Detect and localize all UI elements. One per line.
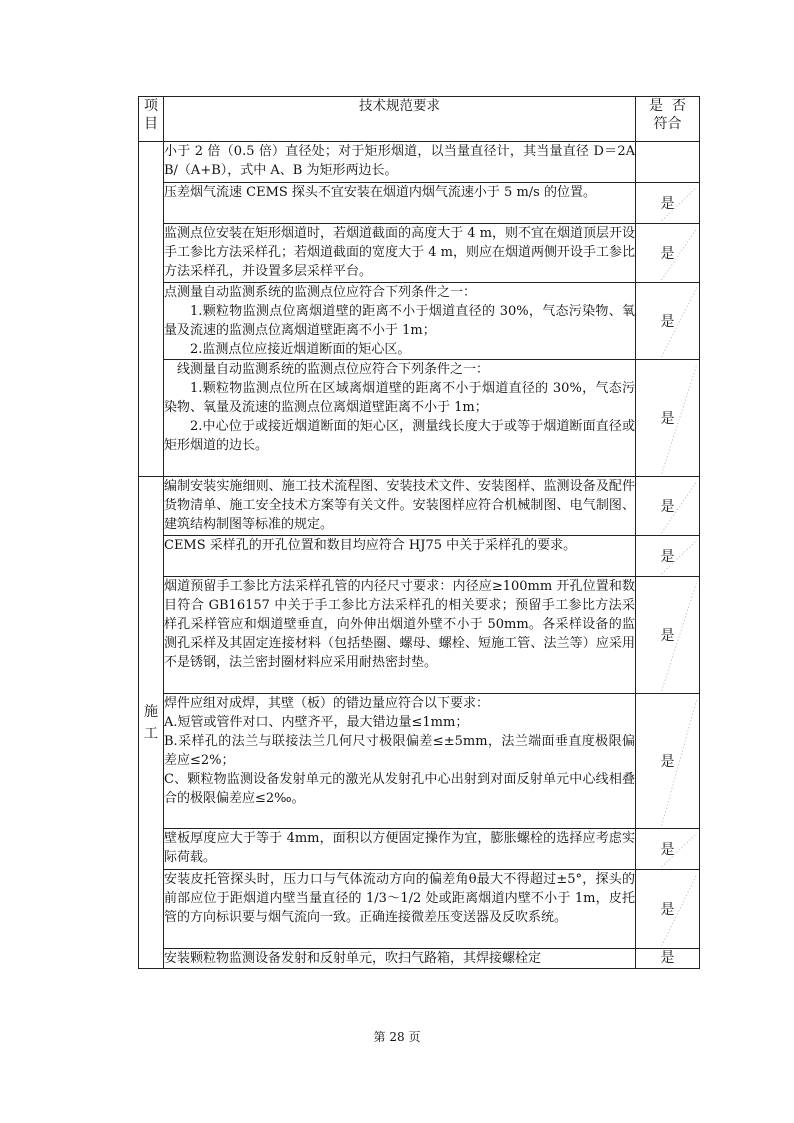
table-header-row	[139, 97, 700, 142]
compliance-value: 是	[660, 196, 675, 212]
requirement-text: 线测量自动监测系统的监测点位应符合下列条件之一： 1.颗粒物监测点位所在区域离烟道壁的距离不小于烟道直径的 30%，气态污染物、氧量及流速的监测点位离烟道壁距离不小于 1m； 2.中心位于或接近烟道断面的矩心区，测量线长度大于或等于烟道断面直径或矩形烟道的边长。	[164, 360, 636, 477]
compliance-value: 是	[660, 411, 675, 427]
requirement-text: 烟道预留手工参比方法采样孔管的内径尺寸要求：内径应≥100mm 开孔位置和数目符合 GB16157 中关于手工参比方法采样孔的相关要求；预留手工参比方法采样孔采样管应和烟道壁垂直，向外伸出烟道外壁不小于 50mm。各采样设备的监测孔采样及其固定连接材料（包括垫圈、螺母、螺栓、短施工管、法兰等）应采用不是锈钢，法兰密封圈材料应采用耐热密封垫。	[164, 577, 636, 694]
table-row	[139, 870, 700, 949]
requirement-text: 焊件应组对成焊，其壁（板）的错边量应符合以下要求： A.短管或管件对口、内壁齐平，最大错边量≤1mm； B.采样孔的法兰与联接法兰几何尺寸极限偏差≤±5mm，法兰端面垂直度极限偏差应≤2%； C、颗粒物监测设备发射单元的激光从发射孔中心出射到对面反射单元中心线相叠合的极限偏差应≤2‰。	[164, 694, 636, 829]
requirement-text: 小于 2 倍（0.5 倍）直径处；对于矩形烟道，以当量直径计，其当量直径 D＝2AB/（A+B），式中 A、B 为矩形两边长。	[164, 142, 636, 183]
compliance-cell	[636, 283, 700, 360]
compliance-value: 是	[660, 902, 675, 918]
table-row	[139, 477, 700, 536]
compliance-value: 是	[660, 246, 675, 262]
compliance-cell	[636, 536, 700, 577]
compliance-cell	[636, 949, 700, 969]
requirement-text: 监测点位安装在矩形烟道时，若烟道截面的高度大于 4 m，则不宜在烟道顶层开设手工参比方法采样孔；若烟道截面的宽度大于 4 m，则应在烟道两侧开设手工参比方法采样孔，并设置多层采样平台。	[164, 224, 636, 283]
header-compliance-label-1: 是 否	[649, 98, 686, 114]
compliance-value: 是	[660, 950, 675, 966]
compliance-value: 是	[660, 499, 675, 515]
compliance-cell	[636, 360, 700, 477]
header-compliance	[636, 97, 700, 142]
table-row	[139, 694, 700, 829]
section-cell-previous	[139, 142, 164, 477]
table-row	[139, 142, 700, 183]
requirement-text: 点测量自动监测系统的监测点位应符合下列条件之一： 1.颗粒物监测点位离烟道壁的距离不小于烟道直径的 30%，气态污染物、氧量及流速的监测点位离烟道壁距离不小于 1m； 2.监测点位应接近烟道断面的矩心区。	[164, 283, 636, 360]
requirement-text: 编制安装实施细则、施工技术流程图、安装技术文件、安装图样、监测设备及配件货物清单、施工安全技术方案等有关文件。安装图样应符合机械制图、电气制图、建筑结构制图等标准的规定。	[164, 477, 636, 536]
table-row	[139, 577, 700, 694]
compliance-cell	[636, 577, 700, 694]
table-row	[139, 536, 700, 577]
header-requirement-label: 技术规范要求	[359, 98, 440, 114]
section-label-construction: 施 工	[139, 477, 164, 969]
header-compliance-label-2: 符合	[653, 116, 682, 132]
compliance-cell	[636, 142, 700, 183]
page-number: 第 28 页	[373, 1030, 421, 1044]
compliance-value: 是	[660, 628, 675, 644]
spec-table	[138, 96, 700, 969]
requirement-text: 安装颗粒物监测设备发射和反射单元，吹扫气路箱，其焊接螺栓定	[164, 949, 636, 969]
compliance-cell	[636, 829, 700, 870]
compliance-value: 是	[660, 842, 675, 858]
compliance-value: 是	[660, 549, 675, 565]
requirement-text: CEMS 采样孔的开孔位置和数目均应符合 HJ75 中关于采样孔的要求。	[164, 536, 636, 577]
compliance-cell	[636, 870, 700, 949]
requirement-text: 壁板厚度应大于等于 4mm，面积以方便固定操作为宜，膨胀螺栓的选择应考虑实际荷载。	[164, 829, 636, 870]
table-row	[139, 224, 700, 283]
header-item	[139, 97, 164, 142]
compliance-value: 是	[660, 314, 675, 330]
compliance-cell	[636, 477, 700, 536]
table-row	[139, 949, 700, 969]
compliance-cell	[636, 183, 700, 224]
compliance-cell	[636, 694, 700, 829]
requirement-text: 安装皮托管探头时，压力口与气体流动方向的偏差角θ最大不得超过±5°，探头的前部应位于距烟道内壁当量直径的 1/3～1/2 处或距离烟道内壁不小于 1m，皮托管的方向标识要与烟气流向一致。正确连接微差压变送器及反吹系统。	[164, 870, 636, 949]
table-row	[139, 829, 700, 870]
table-row	[139, 360, 700, 477]
table-row	[139, 283, 700, 360]
compliance-cell	[636, 224, 700, 283]
header-requirement	[164, 97, 636, 142]
compliance-value: 是	[660, 754, 675, 770]
header-item-label: 项 目	[144, 98, 158, 132]
table-row	[139, 183, 700, 224]
requirement-text: 压差烟气流速 CEMS 探头不宜安装在烟道内烟气流速小于 5 m/s 的位置。	[164, 183, 636, 224]
